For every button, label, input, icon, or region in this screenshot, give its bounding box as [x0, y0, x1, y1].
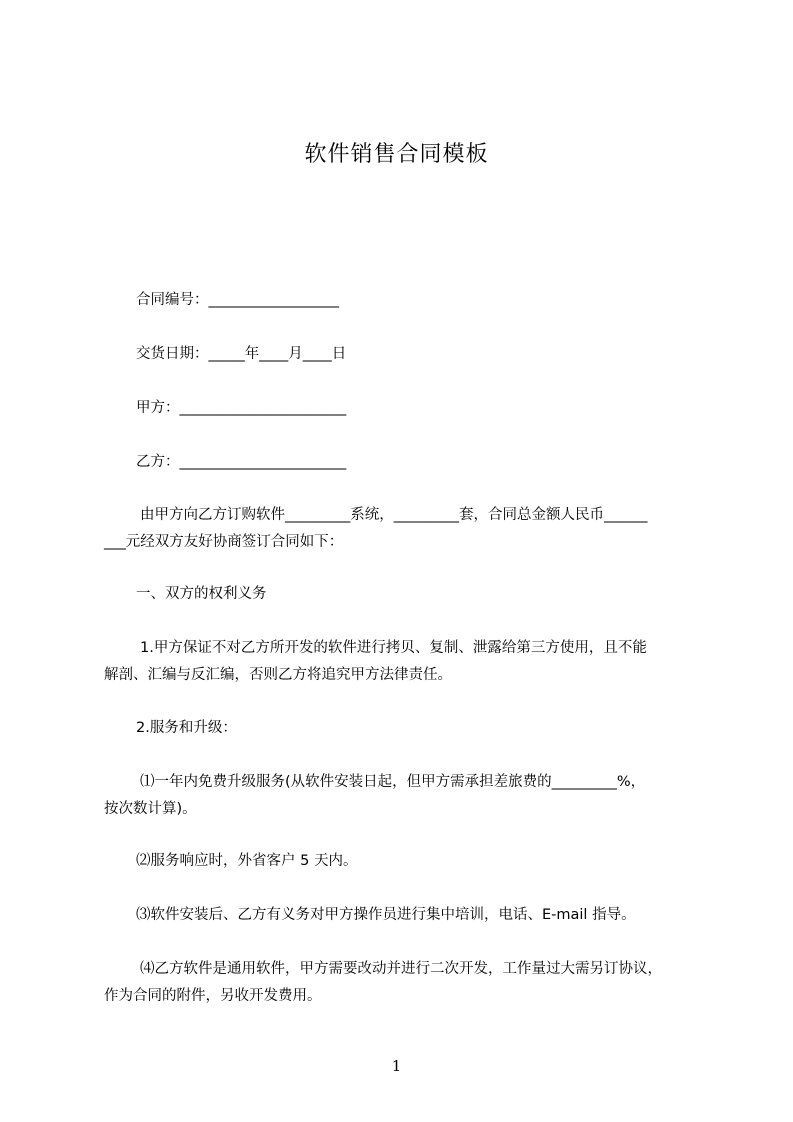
delivery-date-field: 交货日期：_____年____月____日	[136, 346, 347, 362]
document-title: 软件销售合同模板	[304, 142, 489, 167]
clause-1-line-1: 1.甲方保证不对乙方所开发的软件进行拷贝、复制、泄露给第三方使用，且不能	[140, 640, 647, 656]
contract-number-field: 合同编号：__________________	[136, 292, 339, 308]
page-number: 1	[391, 1057, 402, 1075]
service-item-4-line-2: 作为合同的附件，另收开发费用。	[104, 988, 322, 1004]
party-a-field: 甲方：_______________________	[136, 400, 347, 416]
clause-2-heading: 2.服务和升级：	[136, 720, 237, 736]
service-item-2: ⑵服务响应时，外省客户 5 天内。	[136, 853, 358, 869]
section-heading-rights-obligations: 一、双方的权利义务	[136, 586, 267, 602]
service-item-1-line-2: 按次数计算)。	[104, 801, 197, 817]
intro-paragraph-line-2: ___元经双方友好协商签订合同如下：	[104, 534, 344, 550]
service-item-4-line-1: ⑷乙方软件是通用软件，甲方需要改动并进行二次开发，工作量过大需另订协议，	[140, 961, 662, 977]
intro-paragraph-line-1: 由甲方向乙方订购软件_________系统，_________套，合同总金额人民币______	[140, 507, 648, 523]
party-b-field: 乙方：_______________________	[136, 454, 347, 470]
service-item-1-line-1: ⑴一年内免费升级服务(从软件安装日起，但甲方需承担差旅费的_________%，	[140, 774, 646, 790]
clause-1-line-2: 解剖、汇编与反汇编，否则乙方将追究甲方法律责任。	[104, 667, 452, 683]
service-item-3: ⑶软件安装后、乙方有义务对甲方操作员进行集中培训，电话、E-mail 指导。	[136, 907, 636, 923]
